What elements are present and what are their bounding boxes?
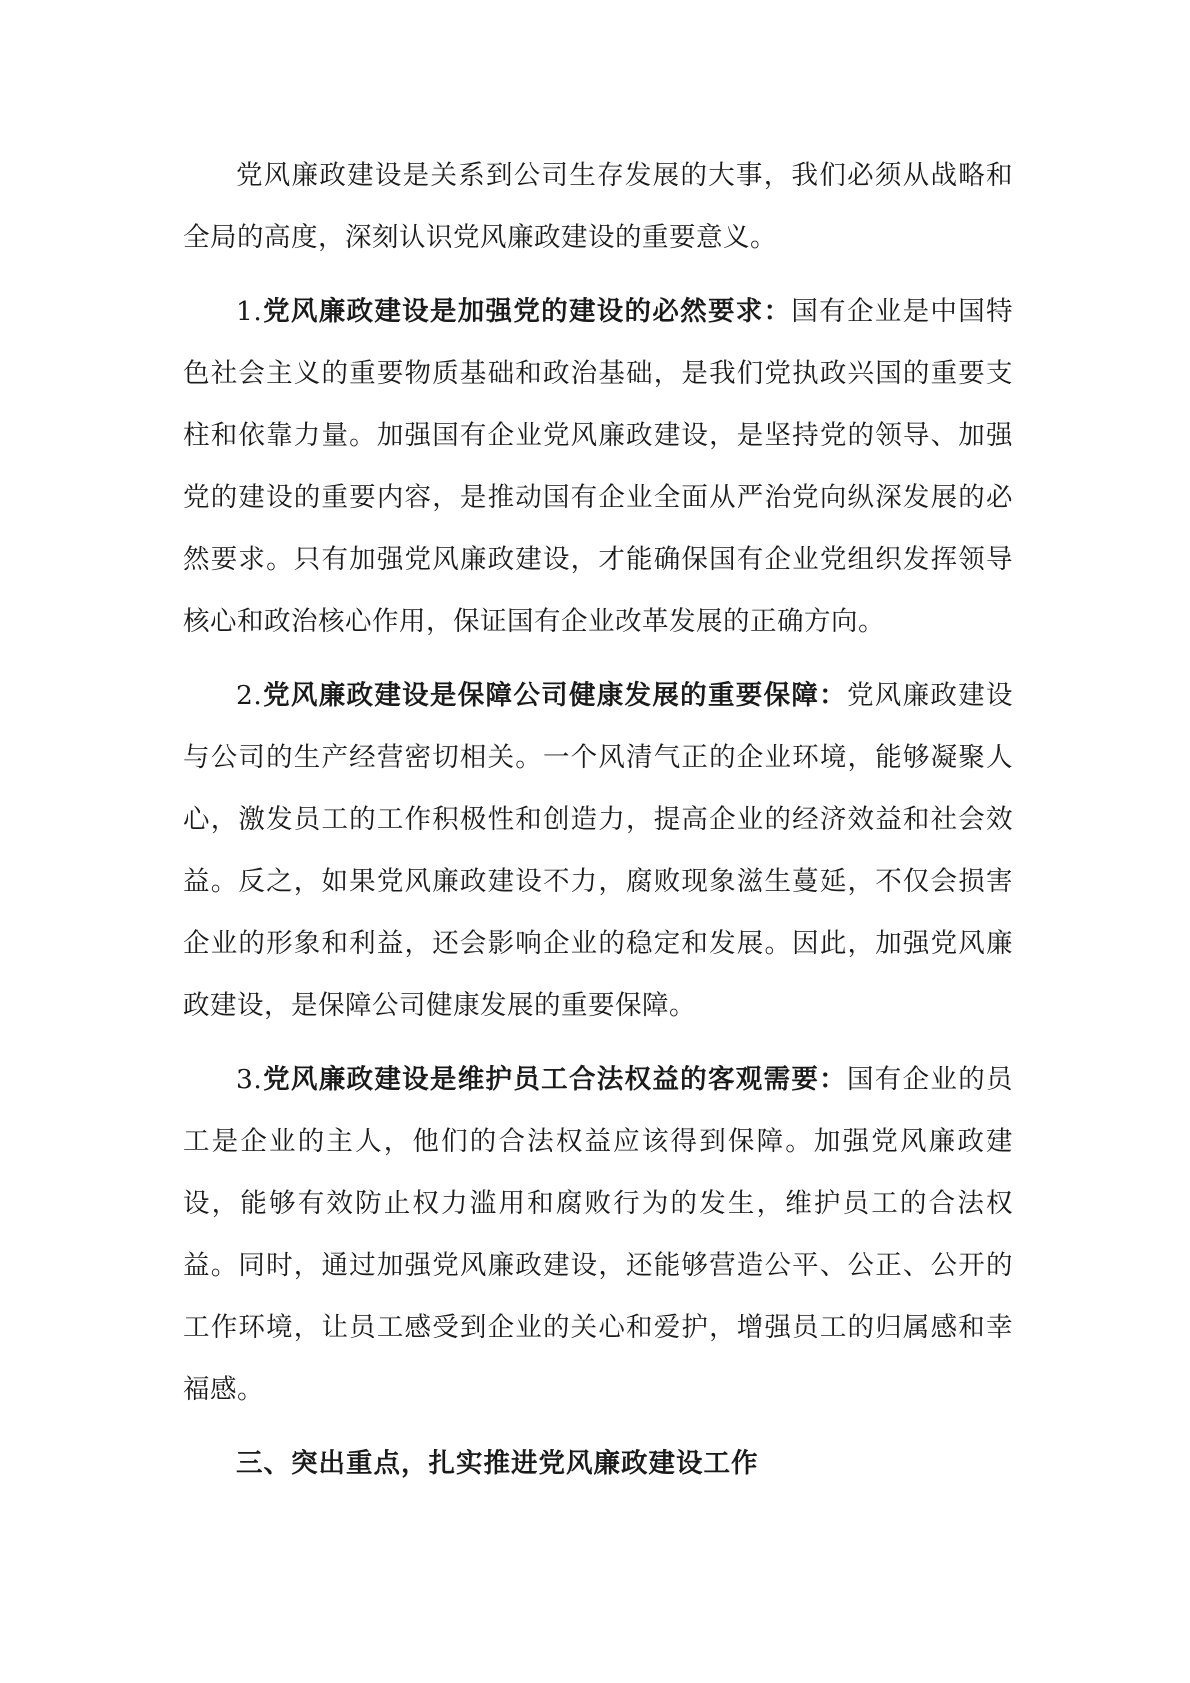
point-body: 党风廉政建设与公司的生产经营密切相关。一个风清气正的企业环境，能够凝聚人心，激发员工的工作积极性和创造力，提高企业的经济效益和社会效益。反之，如果党风廉政建设不力，腐败现象滋生蔓延，不仅会损害企业的形象和利益，还会影响企业的稳定和发展。因此，加强党风廉政建设，是保障公司健康发展的重要保障。 (183, 680, 1014, 1021)
point-lead: 党风廉政建设是保障公司健康发展的重要保障： (262, 680, 847, 711)
point-paragraph-2 (183, 665, 1013, 1037)
point-paragraph-3 (183, 1049, 1013, 1421)
point-number: 3. (236, 1064, 263, 1095)
point-number: 1. (236, 296, 263, 327)
point-number: 2. (236, 680, 263, 711)
document-page (183, 145, 1013, 1495)
point-body: 国有企业的员工是企业的主人，他们的合法权益应该得到保障。加强党风廉政建设，能够有效防止权力滥用和腐败行为的发生，维护员工的合法权益。同时，通过加强党风廉政建设，还能够营造公平、公正、公开的工作环境，让员工感受到企业的关心和爱护，增强员工的归属感和幸福感。 (183, 1064, 1014, 1405)
point-body: 国有企业是中国特色社会主义的重要物质基础和政治基础，是我们党执政兴国的重要支柱和依靠力量。加强国有企业党风廉政建设，是坚持党的领导、加强党的建设的重要内容，是推动国有企业全面从严治党向纵深发展的必然要求。只有加强党风廉政建设，才能确保国有企业党组织发挥领导核心和政治核心作用，保证国有企业改革发展的正确方向。 (183, 296, 1014, 637)
point-lead: 党风廉政建设是维护员工合法权益的客观需要： (262, 1064, 847, 1095)
intro-paragraph: 党风廉政建设是关系到公司生存发展的大事，我们必须从战略和全局的高度，深刻认识党风廉政建设的重要意义。 (183, 160, 1013, 253)
section-heading: 三、突出重点，扎实推进党风廉政建设工作 (236, 1448, 759, 1479)
point-paragraph-1 (183, 281, 1013, 653)
point-lead: 党风廉政建设是加强党的建设的必然要求： (262, 296, 792, 327)
